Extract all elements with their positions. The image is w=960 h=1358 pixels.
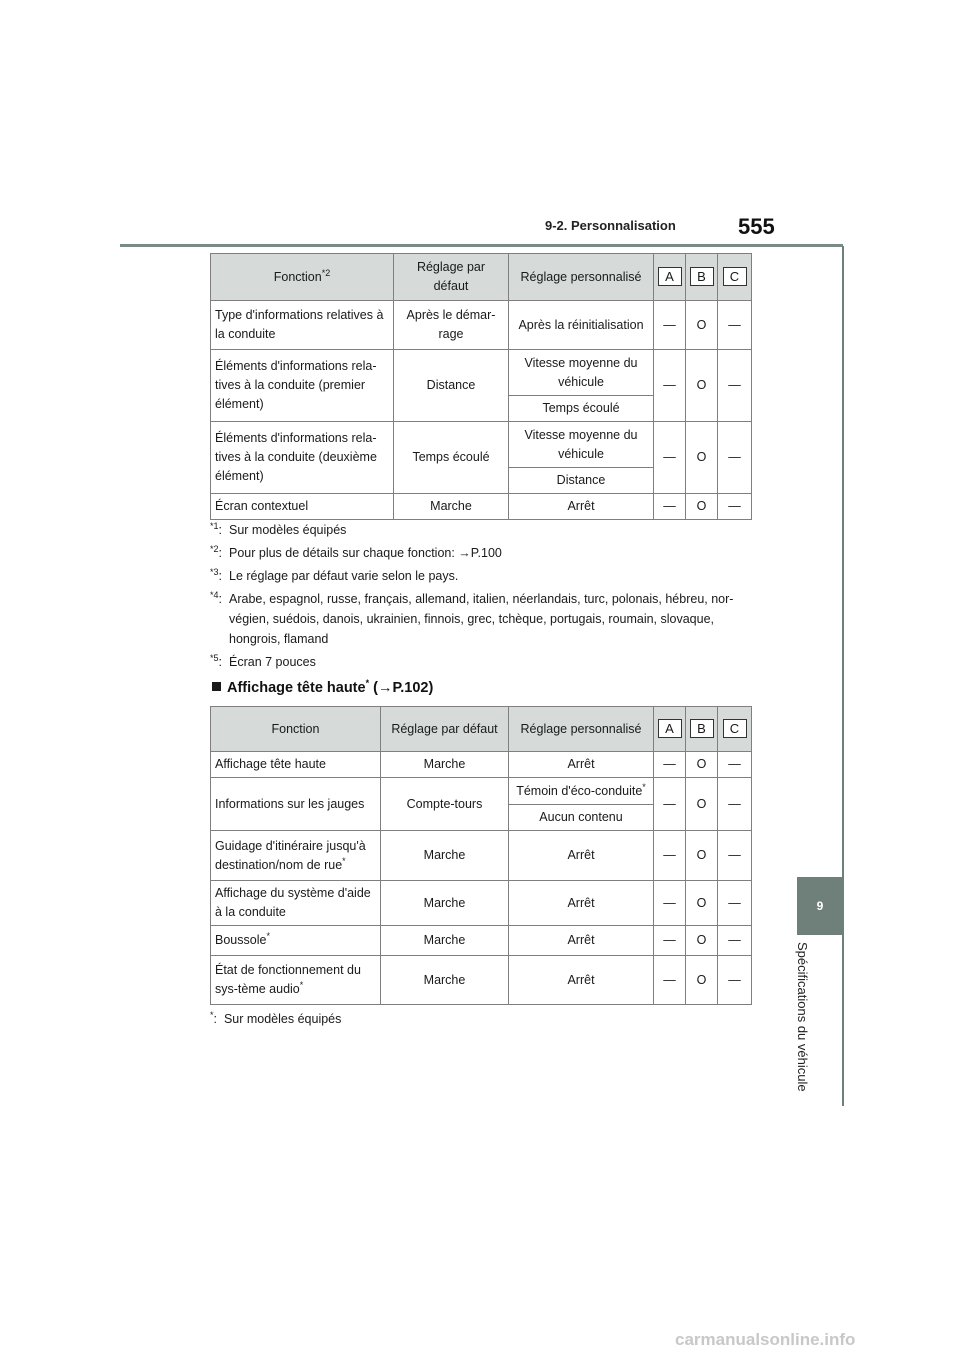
a-cell: — (654, 494, 686, 520)
col-header-custom: Réglage personnalisé (509, 254, 654, 301)
table-row (211, 926, 752, 956)
c-cell: — (718, 831, 752, 881)
c-cell: — (718, 350, 752, 422)
custom-cell: Après la réinitialisation (509, 301, 654, 350)
a-cell: — (654, 881, 686, 926)
a-cell: — (654, 350, 686, 422)
table-row (211, 422, 752, 468)
footnote-2: $^{*2}$: Pour plus de détails sur chaque fonction: →P.100 (210, 543, 502, 560)
col-header-a: A (654, 254, 686, 301)
c-cell: — (718, 301, 752, 350)
table-row (211, 778, 752, 805)
default-cell: Marche (381, 831, 509, 881)
function-cell: Éléments d'informations rela-tives à la conduite (premier élément) (211, 350, 394, 422)
default-cell: Après le démar-rage (394, 301, 509, 350)
footnote-4: $^{*4}$: Arabe, espagnol, russe, français, allemand, italien, néerlandais, turc, polonais, hébreu, nor-végien, suédois, danois, ukrainien, finnois, grec, tchèque, portugais, roumain, slovaque, hongrois, flamand (210, 589, 734, 646)
b-cell: O (686, 831, 718, 881)
col-header-b: B (686, 254, 718, 301)
default-cell: Distance (394, 350, 509, 422)
footnote-3: $^{*3}$: Le réglage par défaut varie selon le pays. (210, 566, 459, 583)
custom-cell: Temps écoulé (509, 396, 654, 422)
c-cell: — (718, 422, 752, 494)
custom-cell: Vitesse moyenne du véhicule (509, 422, 654, 468)
col-header-function: Fonction$^{*2}$ (211, 254, 394, 301)
b-cell: O (686, 956, 718, 1005)
section-header: 9-2. Personnalisation (545, 218, 676, 233)
custom-cell: Arrêt (509, 881, 654, 926)
c-cell: — (718, 778, 752, 831)
c-cell: — (718, 926, 752, 956)
function-cell: Affichage tête haute (211, 752, 381, 778)
col-header-c: C (718, 254, 752, 301)
side-bar (842, 246, 844, 1106)
table-row (211, 831, 752, 881)
b-cell: O (686, 881, 718, 926)
col-header-default: Réglage par défaut (394, 254, 509, 301)
function-cell: Écran contextuel (211, 494, 394, 520)
page-reference-link[interactable]: (→P.102) (373, 680, 434, 696)
table-row (211, 494, 752, 520)
a-cell: — (654, 301, 686, 350)
default-cell: Marche (394, 494, 509, 520)
customization-table-driving-info (210, 253, 752, 520)
custom-cell: Vitesse moyenne du véhicule (509, 350, 654, 396)
c-cell: — (718, 752, 752, 778)
col-header-default: Réglage par défaut (381, 707, 509, 752)
b-cell: O (686, 752, 718, 778)
footnote-5: $^{*5}$: Écran 7 pouces (210, 652, 316, 669)
custom-cell: Aucun contenu (509, 805, 654, 831)
custom-cell: Arrêt (509, 494, 654, 520)
c-cell: — (718, 494, 752, 520)
function-cell: Guidage d'itinéraire jusqu'à destination/nom de rue* (211, 831, 381, 881)
b-cell: O (686, 926, 718, 956)
footnotes (210, 520, 755, 675)
custom-cell: Arrêt (509, 752, 654, 778)
default-cell: Marche (381, 881, 509, 926)
custom-cell: Distance (509, 468, 654, 494)
square-bullet-icon (212, 682, 221, 691)
customization-table-hud (210, 706, 752, 1005)
table-row (211, 301, 752, 350)
b-cell: O (686, 778, 718, 831)
table-row (211, 956, 752, 1005)
function-cell: Informations sur les jauges (211, 778, 381, 831)
col-header-b: B (686, 707, 718, 752)
a-cell: — (654, 831, 686, 881)
col-header-function: Fonction (211, 707, 381, 752)
col-header-a: A (654, 707, 686, 752)
table-row (211, 752, 752, 778)
function-cell: Boussole* (211, 926, 381, 956)
default-cell: Compte-tours (381, 778, 509, 831)
col-header-c: C (718, 707, 752, 752)
c-cell: — (718, 881, 752, 926)
col-header-custom: Réglage personnalisé (509, 707, 654, 752)
default-cell: Marche (381, 956, 509, 1005)
default-cell: Marche (381, 752, 509, 778)
a-cell: — (654, 778, 686, 831)
function-cell: Éléments d'informations rela-tives à la conduite (deuxième élément) (211, 422, 394, 494)
footnote-equipped: *: Sur modèles équipés (210, 1009, 342, 1026)
a-cell: — (654, 926, 686, 956)
custom-cell: Arrêt (509, 956, 654, 1005)
a-cell: — (654, 422, 686, 494)
function-cell: Type d'informations relatives à la conduite (211, 301, 394, 350)
a-cell: — (654, 752, 686, 778)
header-rule (120, 244, 843, 247)
footnote-1: $^{*1}$: Sur modèles équipés (210, 520, 347, 537)
table-row (211, 881, 752, 926)
watermark: carmanualsonline.info (675, 1330, 856, 1349)
custom-cell: Arrêt (509, 926, 654, 956)
default-cell: Marche (381, 926, 509, 956)
custom-cell: Témoin d'éco-conduite* (509, 778, 654, 805)
b-cell: O (686, 350, 718, 422)
function-cell: État de fonctionnement du sys-tème audio* (211, 956, 381, 1005)
table-row (211, 350, 752, 396)
custom-cell: Arrêt (509, 831, 654, 881)
chapter-tab[interactable]: 9 (797, 877, 843, 935)
default-cell: Temps écoulé (394, 422, 509, 494)
c-cell: — (718, 956, 752, 1005)
page-number: 555 (738, 214, 775, 239)
function-cell: Affichage du système d'aide à la conduite (211, 881, 381, 926)
b-cell: O (686, 422, 718, 494)
a-cell: — (654, 956, 686, 1005)
section-heading-hud: Affichage tête haute* (→P.102) (212, 680, 433, 696)
b-cell: O (686, 494, 718, 520)
b-cell: O (686, 301, 718, 350)
